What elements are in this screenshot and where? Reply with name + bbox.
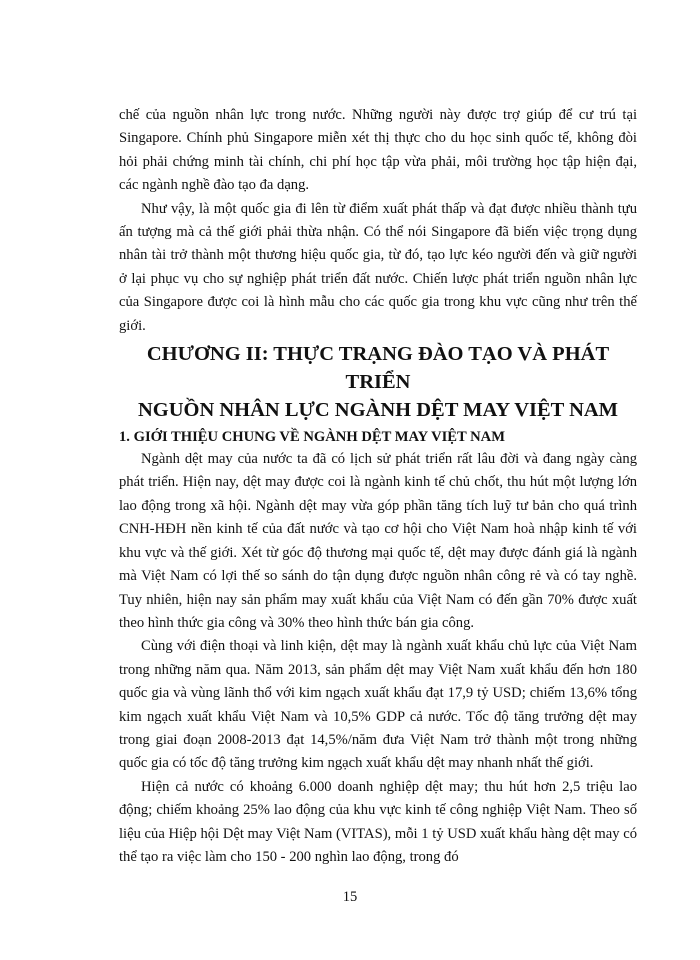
paragraph-export-figures: Cùng với điện thoại và linh kiện, dệt may là ngành xuất khẩu chủ lực của Việt Nam trong những năm qua. Năm 2013, sản phẩm dệt may Việt Nam xuất khẩu đến hơn 180 quốc gia và vùng lãnh thổ với kim ngạch xuất khẩu đạt 17,9 tỷ USD; chiếm 13,6% tổng kim ngạch xuất khẩu Việt Nam và 10,5% GDP cả nước. Tốc độ tăng trưởng dệt may trong giai đoạn 2008-2013 đạt 14,5%/năm đưa Việt Nam trở thành một trong những quốc gia có tốc độ tăng trưởng kim ngạch xuất khẩu dệt may nhanh nhất thế giới.: [119, 638, 637, 772]
page-number: 15: [342, 889, 358, 905]
document-page: [119, 104, 637, 869]
paragraph-intro-continuation: chế của nguồn nhân lực trong nước. Những người này được trợ giúp để cư trú tại Singapore. Chính phủ Singapore miễn xét thị thực cho du học sinh quốc tế, không đòi hỏi phải chứng minh tài chính, chi phí học tập vừa phải, môi trường học tập hiện đại, các ngành nghề đào tạo đa dạng.: [119, 107, 637, 194]
chapter-title-line-2: NGUỒN NHÂN LỰC NGÀNH DỆT MAY VIỆT NAM: [137, 399, 619, 422]
section-heading: 1. GIỚI THIỆU CHUNG VỀ NGÀNH DỆT MAY VIỆT NAM: [119, 429, 505, 446]
chapter-title-line-1: CHƯƠNG II: THỰC TRẠNG ĐÀO TẠO VÀ PHÁT TRIỂN: [146, 343, 610, 394]
chapter-title: [119, 340, 637, 424]
paragraph-enterprises-labor: Hiện cả nước có khoảng 6.000 doanh nghiệp dệt may; thu hút hơn 2,5 triệu lao động; chiếm khoảng 25% lao động của khu vực kinh tế công nghiệp Việt Nam. Theo số liệu của Hiệp hội Dệt may Việt Nam (VITAS), mỗi 1 tỷ USD xuất khẩu hàng dệt may có thể tạo ra việc làm cho 150 - 200 nghìn lao động, trong đó: [119, 778, 637, 865]
paragraph-singapore-summary: Như vậy, là một quốc gia đi lên từ điểm xuất phát thấp và đạt được nhiều thành tựu ấn tượng mà cả thế giới phải thừa nhận. Có thể nói Singapore đã biến việc trọng dụng nhân tài trở thành một thương hiệu quốc gia, từ đó, tạo lực kéo người đến và giữ người ở lại phục vụ cho sự nghiệp phát triển đất nước. Chiến lược phát triển nguồn nhân lực của Singapore được coi là hình mẫu cho các quốc gia trong khu vực cũng như trên thế giới.: [119, 200, 637, 334]
paragraph-industry-overview: Ngành dệt may của nước ta đã có lịch sử phát triển rất lâu đời và đang ngày càng phát triển. Hiện nay, dệt may được coi là ngành kinh tế chủ chốt, thu hút một lượng lớn lao động trong xã hội. Ngành dệt may vừa góp phần tăng tích luỹ tư bản cho quá trình CNH-HĐH nền kinh tế của đất nước và tạo cơ hội cho Việt Nam hoà nhập kinh tế với khu vực và thế giới. Xét từ góc độ thương mại quốc tế, dệt may được đánh giá là ngành mà Việt Nam có lợi thế so sánh do tận dụng được nguồn nhân công rẻ và có tay nghề. Tuy nhiên, hiện nay sản phẩm may xuất khẩu của Việt Nam có đến gần 70% được xuất theo hình thức gia công và 30% theo hình thức bán gia công.: [119, 451, 637, 631]
